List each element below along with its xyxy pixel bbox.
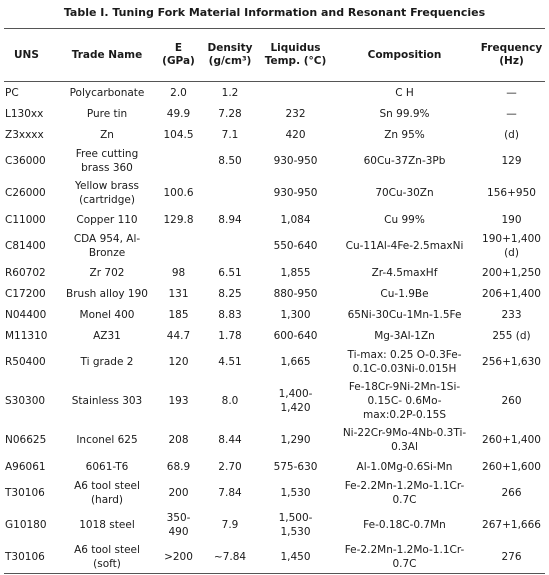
cell-frequency: 267+1,666 (482, 519, 541, 531)
cell-composition: Fe-18Cr-9Ni-2Mn-1Si- 0.15C- 0.6Mo- max:0.2P-0.15S (348, 381, 461, 421)
table-row (4, 230, 545, 262)
cell-density: 7.84 (218, 487, 242, 499)
cell-composition: Fe-0.18C-0.7Mn (363, 519, 446, 531)
cell-modulus: 208 (168, 434, 189, 446)
cell-trade-name: 6061-T6 (85, 460, 129, 473)
cell-liquidus: 1,300 (280, 308, 311, 321)
cell-liquidus: 1,855 (280, 266, 311, 279)
cell-density: 2.70 (218, 460, 242, 473)
cell-modulus (157, 230, 200, 262)
cell-composition: Mg-3Al-1Zn (374, 329, 435, 342)
cell-composition: Fe-2.2Mn-1.2Mo-1.1Cr- 0.7C (331, 541, 478, 574)
cell-liquidus: 1,530 (280, 487, 311, 499)
table-row (4, 424, 545, 456)
cell-modulus: 68.9 (166, 460, 191, 473)
cell-density: 4.51 (218, 356, 242, 368)
cell-composition: 65Ni-30Cu-1Mn-1.5Fe (347, 308, 462, 321)
cell-trade-name: Polycarbonate (69, 86, 145, 99)
table-row (4, 509, 545, 541)
cell-modulus: 104.5 (163, 128, 194, 141)
cell-frequency: 190 (501, 213, 522, 226)
cell-modulus: 120 (168, 356, 189, 368)
cell-uns: PC (5, 86, 19, 99)
cell-uns: M11310 (5, 329, 48, 342)
cell-frequency: 233 (501, 308, 522, 321)
table-body (4, 82, 545, 574)
cell-composition: 60Cu-37Zn-3Pb (363, 155, 446, 167)
cell-density: 8.44 (218, 434, 242, 446)
cell-frequency: 190+1,400 (d) (482, 233, 541, 259)
table-row (4, 346, 545, 378)
cell-trade-name: Brush alloy 190 (66, 287, 148, 300)
table-row (4, 262, 545, 283)
cell-uns: N06625 (5, 434, 47, 446)
cell-density: 7.9 (221, 519, 239, 531)
cell-modulus: 200 (168, 487, 189, 499)
cell-uns: C81400 (5, 240, 46, 252)
cell-trade-name: A6 tool steel (hard) (74, 480, 140, 506)
cell-composition: Sn 99.9% (379, 107, 430, 120)
cell-frequency: 256+1,630 (482, 356, 541, 368)
table-row (4, 456, 545, 477)
cell-uns: C26000 (5, 187, 46, 199)
cell-trade-name: AZ31 (93, 329, 121, 342)
cell-trade-name: Stainless 303 (71, 395, 143, 407)
cell-uns: R60702 (5, 266, 46, 279)
cell-frequency: 156+950 (487, 187, 536, 199)
cell-composition: Cu-1.9Be (380, 287, 429, 300)
cell-frequency: 206+1,400 (482, 287, 541, 300)
table-row (4, 103, 545, 124)
cell-uns: C11000 (5, 213, 46, 226)
cell-modulus: 44.7 (166, 329, 191, 342)
cell-density: 8.25 (218, 287, 242, 300)
table-row (4, 378, 545, 424)
cell-modulus: 131 (168, 287, 189, 300)
cell-composition: C H (395, 86, 414, 99)
cell-liquidus: 550-640 (273, 240, 318, 252)
table-row (4, 283, 545, 304)
table-caption: Table I. Tuning Fork Material Information and Resonant Frequencies (63, 6, 486, 19)
cell-composition: Zr-4.5maxHf (371, 266, 438, 279)
cell-frequency: 266 (501, 487, 522, 499)
cell-trade-name: CDA 954, Al- Bronze (73, 233, 141, 259)
cell-trade-name: 1018 steel (79, 519, 135, 531)
cell-composition: Fe-2.2Mn-1.2Mo-1.1Cr- 0.7C (344, 480, 465, 506)
cell-liquidus: 1,400- 1,420 (278, 388, 313, 414)
cell-uns: T30106 (4, 541, 57, 574)
cell-uns: N04400 (5, 308, 47, 321)
cell-composition: 70Cu-30Zn (375, 187, 434, 199)
table-header (4, 29, 545, 82)
material-table (4, 28, 545, 574)
table-row (4, 477, 545, 509)
cell-density: 7.28 (218, 107, 242, 120)
cell-modulus: 350- 490 (166, 512, 191, 538)
header-frequency: Frequency (Hz) (478, 29, 545, 82)
cell-trade-name: Ti grade 2 (80, 356, 134, 368)
table-row (4, 124, 545, 145)
header-liquidus: Liquidus Temp. (°C) (260, 29, 331, 82)
cell-liquidus: 1,450 (260, 541, 331, 574)
cell-uns: A96061 (5, 460, 46, 473)
cell-modulus: 2.0 (170, 86, 187, 99)
table-row (4, 541, 545, 574)
cell-liquidus: 1,084 (280, 213, 311, 226)
table-row (4, 209, 545, 230)
cell-trade-name: Inconel 625 (76, 434, 138, 446)
table-row (4, 177, 545, 209)
cell-uns: S30300 (5, 395, 46, 407)
cell-liquidus (260, 82, 331, 104)
cell-liquidus: 575-630 (273, 460, 318, 473)
cell-uns: R50400 (5, 356, 46, 368)
cell-frequency: 255 (d) (492, 329, 531, 342)
cell-frequency: 260+1,400 (482, 434, 541, 446)
cell-uns: G10180 (5, 519, 47, 531)
header-density: Density (g/cm³) (200, 29, 260, 82)
cell-density: 8.50 (218, 155, 242, 167)
cell-frequency: 129 (501, 155, 522, 167)
cell-trade-name: Yellow brass (cartridge) (74, 180, 140, 206)
header-composition: Composition (331, 29, 478, 82)
cell-density: 8.83 (218, 308, 242, 321)
cell-composition: Ti-max: 0.25 O-0.3Fe- 0.1C-0.03Ni-0.015H (347, 349, 462, 375)
header-modulus: E (GPa) (157, 29, 200, 82)
cell-composition: Ni-22Cr-9Mo-4Nb-0.3Ti- 0.3Al (342, 427, 467, 453)
cell-modulus: >200 (157, 541, 200, 574)
cell-trade-name: Monel 400 (79, 308, 135, 321)
table-row (4, 145, 545, 177)
cell-composition: Al-1.0Mg-0.6Si-Mn (356, 460, 453, 473)
cell-frequency: — (506, 107, 517, 120)
cell-uns: Z3xxxx (5, 128, 44, 141)
cell-composition: Zn 95% (384, 128, 425, 141)
header-trade-name: Trade Name (57, 29, 157, 82)
cell-modulus: 98 (171, 266, 186, 279)
cell-modulus: 193 (168, 395, 189, 407)
cell-modulus: 185 (168, 308, 189, 321)
cell-composition: Cu-11Al-4Fe-2.5maxNi (345, 240, 464, 252)
cell-frequency: 200+1,250 (482, 266, 541, 279)
header-uns: UNS (4, 29, 57, 82)
cell-modulus: 49.9 (166, 107, 191, 120)
cell-frequency: 276 (478, 541, 545, 574)
cell-density (200, 177, 260, 209)
cell-trade-name: Free cutting brass 360 (75, 148, 139, 174)
cell-composition: Cu 99% (384, 213, 425, 226)
cell-liquidus: 1,500- 1,530 (278, 512, 313, 538)
cell-trade-name: A6 tool steel (soft) (57, 541, 157, 574)
table-row (4, 82, 545, 104)
cell-liquidus: 930-950 (273, 155, 318, 167)
cell-liquidus: 1,290 (280, 434, 311, 446)
cell-liquidus: 930-950 (273, 187, 318, 199)
cell-liquidus: 1,665 (280, 356, 311, 368)
cell-uns: C36000 (5, 155, 46, 167)
cell-trade-name: Zn (100, 128, 114, 141)
cell-density: 8.94 (218, 213, 242, 226)
cell-liquidus: 420 (285, 128, 306, 141)
cell-trade-name: Pure tin (86, 107, 128, 120)
cell-trade-name: Zr 702 (89, 266, 125, 279)
cell-density: 7.1 (221, 128, 239, 141)
cell-density: 1.2 (221, 86, 239, 99)
cell-modulus: 100.6 (163, 187, 194, 199)
cell-frequency: (d) (504, 128, 519, 141)
cell-liquidus: 232 (285, 107, 306, 120)
cell-frequency: — (506, 86, 517, 99)
cell-liquidus: 880-950 (273, 287, 318, 300)
cell-modulus (157, 145, 200, 177)
table-row (4, 325, 545, 346)
cell-modulus: 129.8 (163, 213, 194, 226)
cell-density: 1.78 (218, 329, 242, 342)
cell-density: 8.0 (221, 395, 239, 407)
cell-uns: L130xx (5, 107, 44, 120)
cell-frequency: 260 (501, 395, 522, 407)
cell-uns: T30106 (5, 487, 45, 499)
header-row (4, 29, 545, 82)
cell-liquidus: 600-640 (273, 329, 318, 342)
cell-density: 6.51 (218, 266, 242, 279)
cell-trade-name: Copper 110 (76, 213, 138, 226)
cell-uns: C17200 (5, 287, 46, 300)
cell-frequency: 260+1,600 (482, 460, 541, 473)
cell-density (200, 230, 260, 262)
cell-density: ~7.84 (200, 541, 260, 574)
table-row (4, 304, 545, 325)
